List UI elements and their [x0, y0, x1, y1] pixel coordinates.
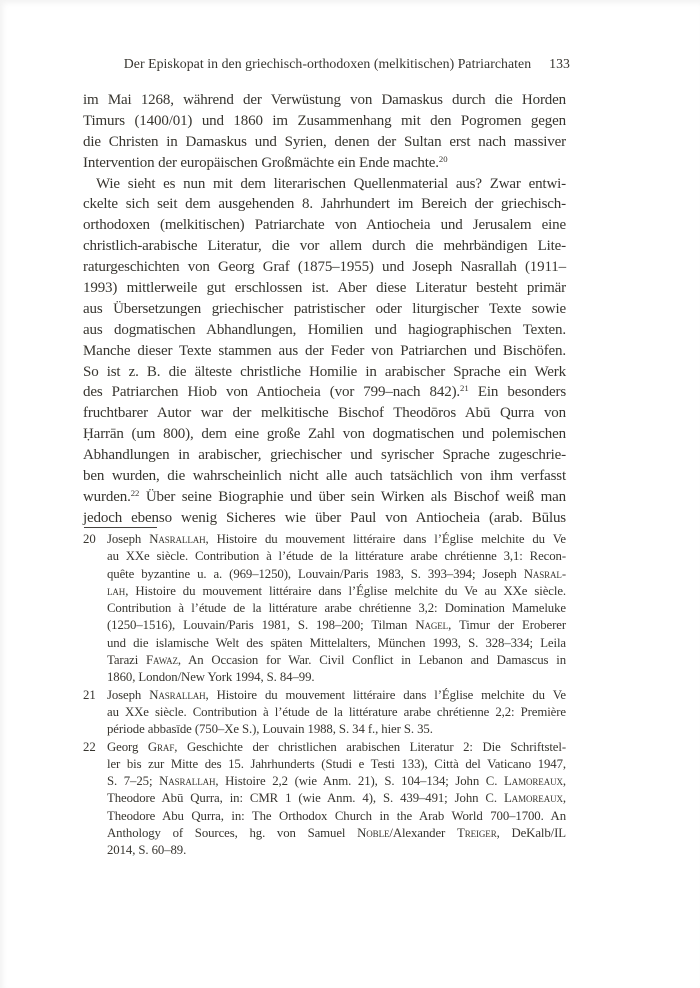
- text-line: und die islamische Welt des späten Mittelalters, München 1993, S. 328–334; Leila: [107, 635, 566, 650]
- text-line: Georg Graf, Geschichte der christlichen arabischen Literatur 2: Die Schriftstel-: [107, 739, 566, 754]
- footnote: [83, 739, 566, 860]
- text-line: wurden.$^{22}$ Über seine Biographie und über sein Wirken als Bischof weiß man: [83, 488, 566, 505]
- footnote: [83, 687, 566, 739]
- small-caps-name: Nasrallah: [149, 687, 206, 702]
- page-number: 133: [549, 56, 570, 71]
- footnote-number: 20: [83, 532, 96, 546]
- text-line: au XXe siècle. Contribution à l’étude de la littérature arabe chrétienne 3,1: Recon-: [107, 549, 566, 564]
- body-text: [83, 90, 566, 529]
- footnote-number: 21: [83, 687, 96, 702]
- text-line: 2014, S. 60–89.: [107, 843, 187, 858]
- small-caps-name: Nasrallah: [159, 774, 216, 789]
- text-line: im Mai 1268, während der Verwüstung von Damaskus durch die Horden: [83, 92, 566, 108]
- text-line: ben wurden, die wahrscheinlich nicht alle auch tatsächlich von ihm verfasst: [83, 468, 566, 485]
- text-line: Anthology of Sources, hg. von Samuel Noble/Alexander Treiger, DeKalb/IL: [107, 826, 566, 841]
- small-caps-name: Nasral-: [523, 566, 566, 581]
- footnote-marker: 21: [460, 383, 469, 394]
- text-line: Joseph Nasrallah, Histoire du mouvement littéraire dans l’Église melchite du Ve: [107, 532, 566, 546]
- text-line: die Christen in Damaskus und Syrien, denen der Sultan erst nach massiver: [83, 133, 566, 150]
- text-line: des Patriarchen Hiob von Antiocheia (vor 799–nach 842).$^{21}$ Ein besonders: [83, 383, 567, 401]
- footnotes-block: [83, 531, 566, 860]
- text-line: orthodoxen (melkitischen) Patriarchate von Antiocheia und Jerusalem eine: [83, 217, 566, 234]
- text-line: Intervention der europäischen Großmächte ein Ende machte.$^{20}$: [83, 153, 448, 171]
- text-line: raturgeschichten von Georg Graf (1875–1955) und Joseph Nasrallah (1911–: [83, 259, 566, 276]
- text-line: Joseph Nasrallah, Histoire du mouvement littéraire dans l’Église melchite du Ve: [107, 687, 566, 702]
- running-head-title: Der Episkopat in den griechisch-orthodoxen (melkitischen) Patriarchaten: [123, 56, 532, 71]
- text-line: période abbasīde (750–Xe S.), Louvain 1988, S. 34 f., hier S. 35.: [107, 722, 433, 737]
- text-line: jedoch ebenso wenig Sicheres wie über Paul von Antiocheia (arab. Būlus: [83, 509, 566, 526]
- text-line: Ḥarrān (um 800), dem eine große Zahl von dogmatischen und polemischen: [83, 426, 566, 443]
- text-line: So ist z. B. die älteste christliche Homilie in arabischer Sprache ein Werk: [83, 363, 566, 380]
- small-caps-name: Graf: [147, 739, 175, 754]
- text-line: fruchtbarer Autor war der melkitische Bischof Theodōros Abū Qurra von: [83, 405, 566, 422]
- text-line: 1993) mittlerweile gut erschlossen ist. Aber diese Literatur besteht primär: [83, 280, 566, 297]
- text-line: Theodore Abū Qurra, in: CMR 1 (wie Anm. 4), S. 439–491; John C. Lamoreaux,: [107, 791, 566, 806]
- small-caps-name: Fawaz: [146, 653, 178, 668]
- text-line: (1250–1516), Louvain/Paris 1981, S. 198–200; Tilman Nagel, Timur der Eroberer: [107, 618, 566, 633]
- text-line: Manche dieser Texte stammen aus der Feder von Patriarchen und Bischöfen.: [83, 342, 566, 359]
- small-caps-name: Treiger: [456, 826, 497, 841]
- small-caps-name: Nagel: [415, 618, 449, 633]
- text-line: Theodore Abu Qurra, in: The Orthodox Church in the Arab World 700–1700. An: [107, 808, 566, 823]
- small-caps-name: Nasrallah: [149, 532, 206, 546]
- text-line: 1860, London/New York 1994, S. 84–99.: [107, 670, 315, 685]
- text-line: Abhandlungen in arabischer, griechischer und syrischer Sprache zugeschrie-: [83, 447, 566, 464]
- text-line: Tarazi Fawaz, An Occasion for War. Civil Conflict in Lebanon and Damascus in: [107, 653, 566, 668]
- text-line: Wie sieht es nun mit dem literarischen Quellenmaterial aus? Zwar entwi-: [96, 175, 566, 192]
- text-line: quête byzantine u. a. (969–1250), Louvain/Paris 1983, S. 393–394; Joseph Nasral-: [107, 566, 566, 581]
- footnote: [83, 531, 566, 687]
- text-line: Contribution à l’étude de la littérature arabe chrétienne 3,2: Domination Mameluke: [107, 601, 566, 616]
- footnote-marker: 22: [130, 488, 140, 499]
- running-head: [83, 56, 570, 72]
- small-caps-name: Noble: [357, 826, 390, 841]
- text-line: aus Übersetzungen griechischer patristischer oder liturgischer Texte sowie: [83, 300, 566, 317]
- text-line: ckelte sich seit dem ausgehenden 8. Jahrhundert im Bereich der griechisch-: [83, 196, 566, 213]
- footnote-number: 22: [83, 739, 96, 754]
- text-line: christlich-arabische Literatur, die vor allem durch die mehrbändigen Lite-: [83, 238, 566, 255]
- footnote-separator-rule: [84, 527, 157, 528]
- text-line: au XXe siècle. Contribution à l’étude de la littérature arabe chrétienne 2,2: Première: [107, 704, 566, 719]
- text-line: lah, Histoire du mouvement littéraire dans l’Église melchite du Ve au XXe siècle.: [107, 583, 566, 598]
- text-line: Timurs (1400/01) und 1860 im Zusammenhang mit den Pogromen gegen: [83, 112, 566, 129]
- small-caps-name: lah: [107, 583, 126, 598]
- text-line: S. 7–25; Nasrallah, Histoire 2,2 (wie Anm. 21), S. 104–134; John C. Lamoreaux,: [107, 774, 566, 789]
- footnote-marker: 20: [438, 153, 448, 164]
- small-caps-name: Lamoreaux: [503, 774, 563, 789]
- text-line: aus dogmatischen Abhandlungen, Homilien und hagiographischen Texten.: [83, 321, 566, 338]
- text-line: ler bis zur Mitte des 15. Jahrhunderts (Studi e Testi 133), Città del Vaticano 1947,: [107, 756, 566, 771]
- small-caps-name: Lamoreaux: [503, 791, 563, 806]
